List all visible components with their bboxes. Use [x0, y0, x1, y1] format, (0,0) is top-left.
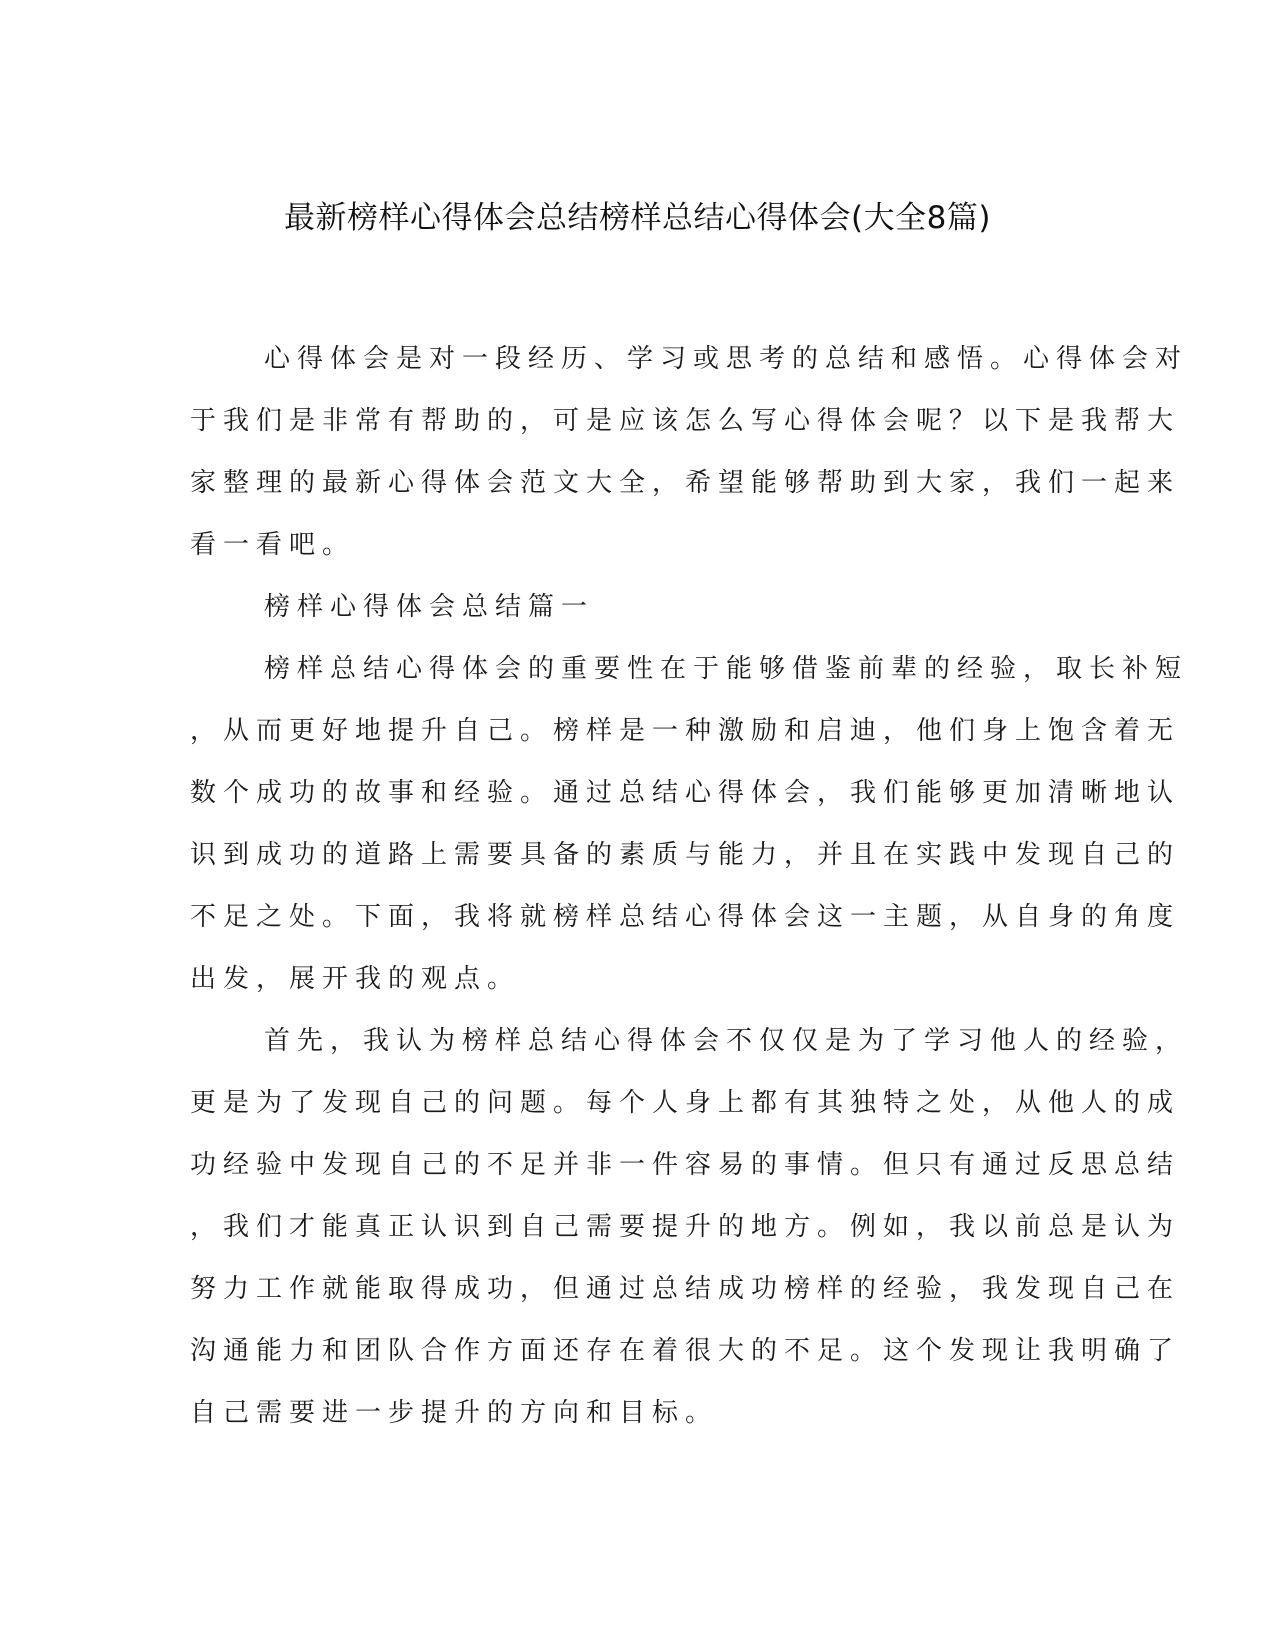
paragraph-line: 看一看吧。 [190, 530, 356, 560]
document-body [190, 328, 1189, 1444]
paragraph-line: 首先，我认为榜样总结心得体会不仅仅是为了学习他人的经验， [264, 1026, 1189, 1056]
paragraph-line: 家整理的最新心得体会范文大全，希望能够帮助到大家，我们一起来 [190, 468, 1181, 498]
paragraph-line: ，从而更好地提升自己。榜样是一种激励和启迪，他们身上饱含着无 [190, 716, 1181, 746]
paragraph-line: 榜样总结心得体会的重要性在于能够借鉴前辈的经验，取长补短 [264, 654, 1189, 684]
paragraph-line: 努力工作就能取得成功，但通过总结成功榜样的经验，我发现自己在 [190, 1274, 1181, 1304]
paragraph-line: 心得体会是对一段经历、学习或思考的总结和感悟。心得体会对 [264, 344, 1189, 374]
section-heading: 榜样心得体会总结篇一 [264, 592, 595, 622]
document-title: 最新榜样心得体会总结榜样总结心得体会(大全8篇) [284, 200, 991, 236]
paragraph-line: 更是为了发现自己的问题。每个人身上都有其独特之处，从他人的成 [190, 1088, 1181, 1118]
paragraph-line: 数个成功的故事和经验。通过总结心得体会，我们能够更加清晰地认 [190, 778, 1181, 808]
paragraph-line: 功经验中发现自己的不足并非一件容易的事情。但只有通过反思总结 [190, 1150, 1181, 1180]
paragraph-line: 自己需要进一步提升的方向和目标。 [190, 1398, 719, 1428]
paragraph-line: 于我们是非常有帮助的，可是应该怎么写心得体会呢？以下是我帮大 [190, 406, 1181, 436]
paragraph-line: 识到成功的道路上需要具备的素质与能力，并且在实践中发现自己的 [190, 840, 1181, 870]
paragraph-line: 沟通能力和团队合作方面还存在着很大的不足。这个发现让我明确了 [190, 1336, 1181, 1366]
paragraph-line: 出发，展开我的观点。 [190, 964, 521, 994]
paragraph-line: 不足之处。下面，我将就榜样总结心得体会这一主题，从自身的角度 [190, 902, 1181, 932]
paragraph-line: ，我们才能真正认识到自己需要提升的地方。例如，我以前总是认为 [190, 1212, 1181, 1242]
